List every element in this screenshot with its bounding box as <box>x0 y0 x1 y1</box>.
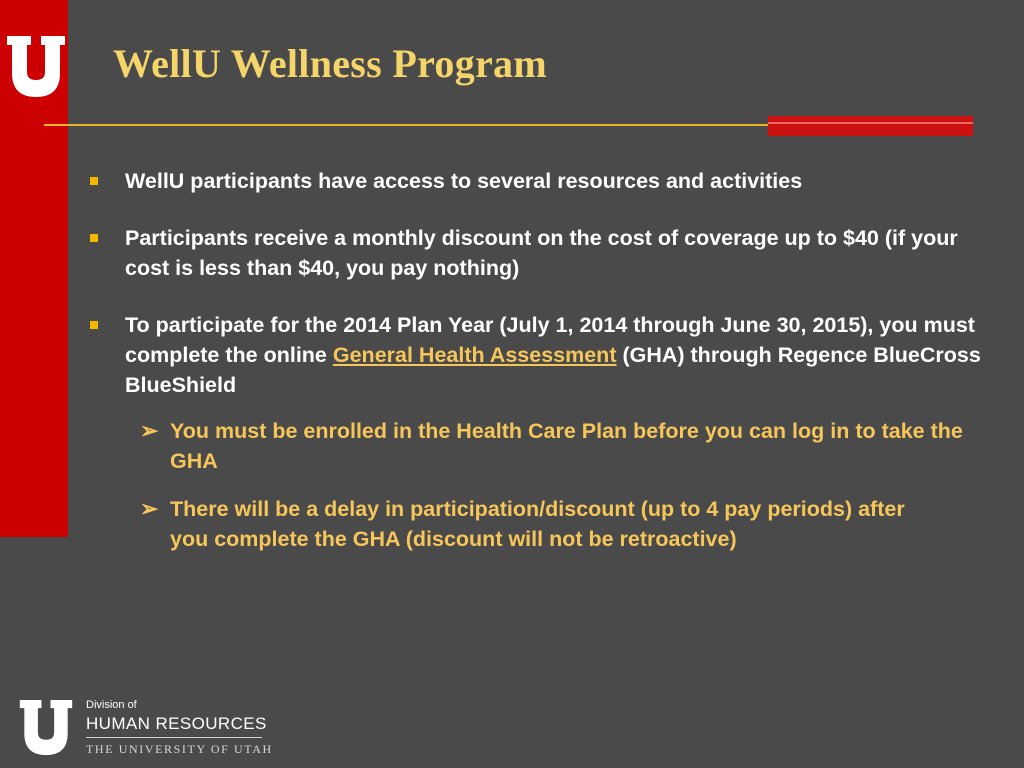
footer-university: THE UNIVERSITY OF UTAH <box>86 742 273 756</box>
footer-divider <box>86 737 262 738</box>
square-bullet-icon <box>90 321 98 329</box>
bullet-text: (GHA) through Regence BlueCross BlueShield <box>125 343 981 397</box>
footer-department: HUMAN RESOURCES <box>86 714 267 733</box>
block-u-logo <box>6 36 66 98</box>
bullet-text: WellU participants have access to several resources and activities <box>125 169 803 193</box>
sub-bullet-item <box>88 494 988 554</box>
slide-title: WellU Wellness Program <box>113 41 547 86</box>
bullet-text: To participate for the 2014 Plan Year (July 1, 2014 through June 30, 2015), you must complete the online <box>125 313 975 367</box>
arrow-bullet-icon: ➢ <box>140 418 159 443</box>
bullet-item <box>88 166 988 196</box>
sub-bullet-item <box>88 416 988 476</box>
general-health-assessment-link[interactable]: General Health Assessment <box>332 343 617 367</box>
bullet-item <box>88 310 988 400</box>
title-divider-accent <box>768 116 973 136</box>
bullet-text: Participants receive a monthly discount on the cost of coverage up to $40 (if your cost is less than $40, you pay nothing) <box>125 226 958 280</box>
sub-bullet-text: There will be a delay in participation/discount (up to 4 pay periods) after you complete the GHA (discount will not be retroactive) <box>170 497 905 551</box>
square-bullet-icon <box>90 234 98 242</box>
footer-division-of: Division of <box>86 699 137 711</box>
bullet-item <box>88 223 988 283</box>
block-u-logo <box>16 700 76 756</box>
title-divider <box>44 124 774 126</box>
square-bullet-icon <box>90 177 98 185</box>
slide-content <box>88 166 988 572</box>
sub-bullet-text: You must be enrolled in the Health Care Plan before you can log in to take the GHA <box>170 419 963 473</box>
arrow-bullet-icon: ➢ <box>140 496 159 521</box>
